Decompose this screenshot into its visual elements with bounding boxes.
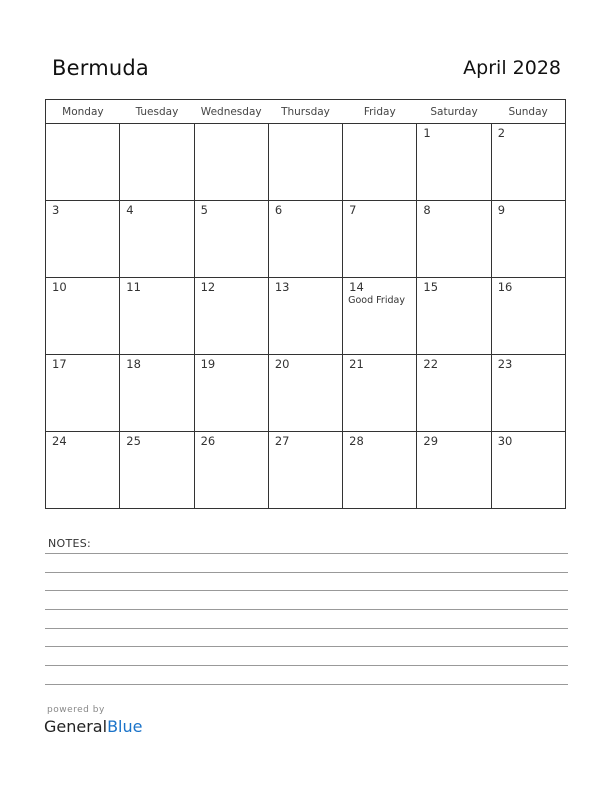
holiday-label: Good Friday (348, 295, 405, 306)
generalblue-logo (44, 717, 142, 736)
week-row (46, 278, 566, 355)
day-cell (268, 278, 342, 355)
day-cell (491, 355, 565, 432)
day-cell (194, 201, 268, 278)
brand-general: General (44, 717, 108, 736)
day-cell (343, 278, 417, 355)
day-number: 9 (497, 203, 506, 217)
day-number: 19 (200, 357, 216, 371)
day-number: 25 (126, 434, 141, 448)
day-cell (491, 278, 565, 355)
day-cell (46, 124, 120, 201)
week-row (46, 355, 566, 432)
note-line (45, 609, 568, 610)
day-cell (46, 432, 120, 509)
month-title: April 2028 (463, 57, 561, 79)
day-cell (194, 432, 268, 509)
weekday-header-row (46, 100, 566, 124)
day-cell (417, 355, 491, 432)
powered-by-text: powered by (47, 705, 105, 715)
day-cell (417, 278, 491, 355)
day-cell (194, 278, 268, 355)
day-number: 28 (349, 434, 364, 448)
calendar-grid (45, 99, 566, 509)
day-number: 7 (349, 203, 357, 217)
day-number: 12 (200, 280, 216, 294)
day-number: 3 (52, 203, 60, 217)
day-number: 1 (423, 126, 431, 140)
weekday-saturday: Saturday (417, 100, 491, 124)
day-number: 11 (126, 280, 141, 294)
day-cell (46, 278, 120, 355)
day-cell (268, 355, 342, 432)
day-cell (343, 355, 417, 432)
day-number: 26 (200, 434, 216, 448)
week-row (46, 432, 566, 509)
day-cell (120, 201, 194, 278)
week-row (46, 124, 566, 201)
day-cell (491, 201, 565, 278)
day-number: 17 (52, 357, 67, 371)
day-cell (417, 124, 491, 201)
day-number: 4 (126, 203, 134, 217)
day-number: 20 (274, 357, 290, 371)
day-cell (417, 432, 491, 509)
day-cell (268, 124, 342, 201)
day-number: 29 (423, 434, 439, 448)
day-cell (120, 124, 194, 201)
note-line (45, 684, 568, 685)
note-line (45, 665, 568, 666)
day-number: 30 (497, 434, 513, 448)
day-cell (46, 201, 120, 278)
day-cell (491, 124, 565, 201)
notes-label: NOTES: (48, 537, 92, 550)
day-number: 22 (423, 357, 439, 371)
day-cell (194, 124, 268, 201)
day-number: 16 (497, 280, 513, 294)
day-cell (343, 201, 417, 278)
day-cell (343, 432, 417, 509)
day-cell (417, 201, 491, 278)
day-number: 23 (497, 357, 513, 371)
day-number: 24 (52, 434, 67, 448)
weekday-tuesday: Tuesday (120, 100, 194, 124)
day-number: 13 (274, 280, 290, 294)
day-cell (268, 201, 342, 278)
day-number: 6 (274, 203, 283, 217)
day-cell (120, 355, 194, 432)
weekday-thursday: Thursday (268, 100, 342, 124)
day-cell (120, 278, 194, 355)
day-number: 5 (200, 203, 208, 217)
day-cell (46, 355, 120, 432)
day-cell (120, 432, 194, 509)
day-cell (343, 124, 417, 201)
day-number: 2 (497, 126, 506, 140)
day-number: 14 (349, 280, 364, 294)
day-number: 27 (274, 434, 290, 448)
note-line (45, 628, 568, 629)
note-line (45, 646, 568, 647)
day-number: 15 (423, 280, 439, 294)
weekday-wednesday: Wednesday (194, 100, 268, 124)
day-cell (268, 432, 342, 509)
brand-blue: Blue (107, 717, 143, 736)
note-line (45, 590, 568, 591)
day-number: 10 (52, 280, 67, 294)
note-line (45, 572, 568, 573)
day-cell (491, 432, 565, 509)
note-line (45, 553, 568, 554)
day-cell (194, 355, 268, 432)
country-title: Bermuda (52, 56, 149, 80)
day-number: 18 (126, 357, 141, 371)
week-row (46, 201, 566, 278)
weekday-sunday: Sunday (491, 100, 565, 124)
weekday-monday: Monday (46, 100, 120, 124)
day-number: 8 (423, 203, 431, 217)
weekday-friday: Friday (343, 100, 417, 124)
day-number: 21 (349, 357, 364, 371)
